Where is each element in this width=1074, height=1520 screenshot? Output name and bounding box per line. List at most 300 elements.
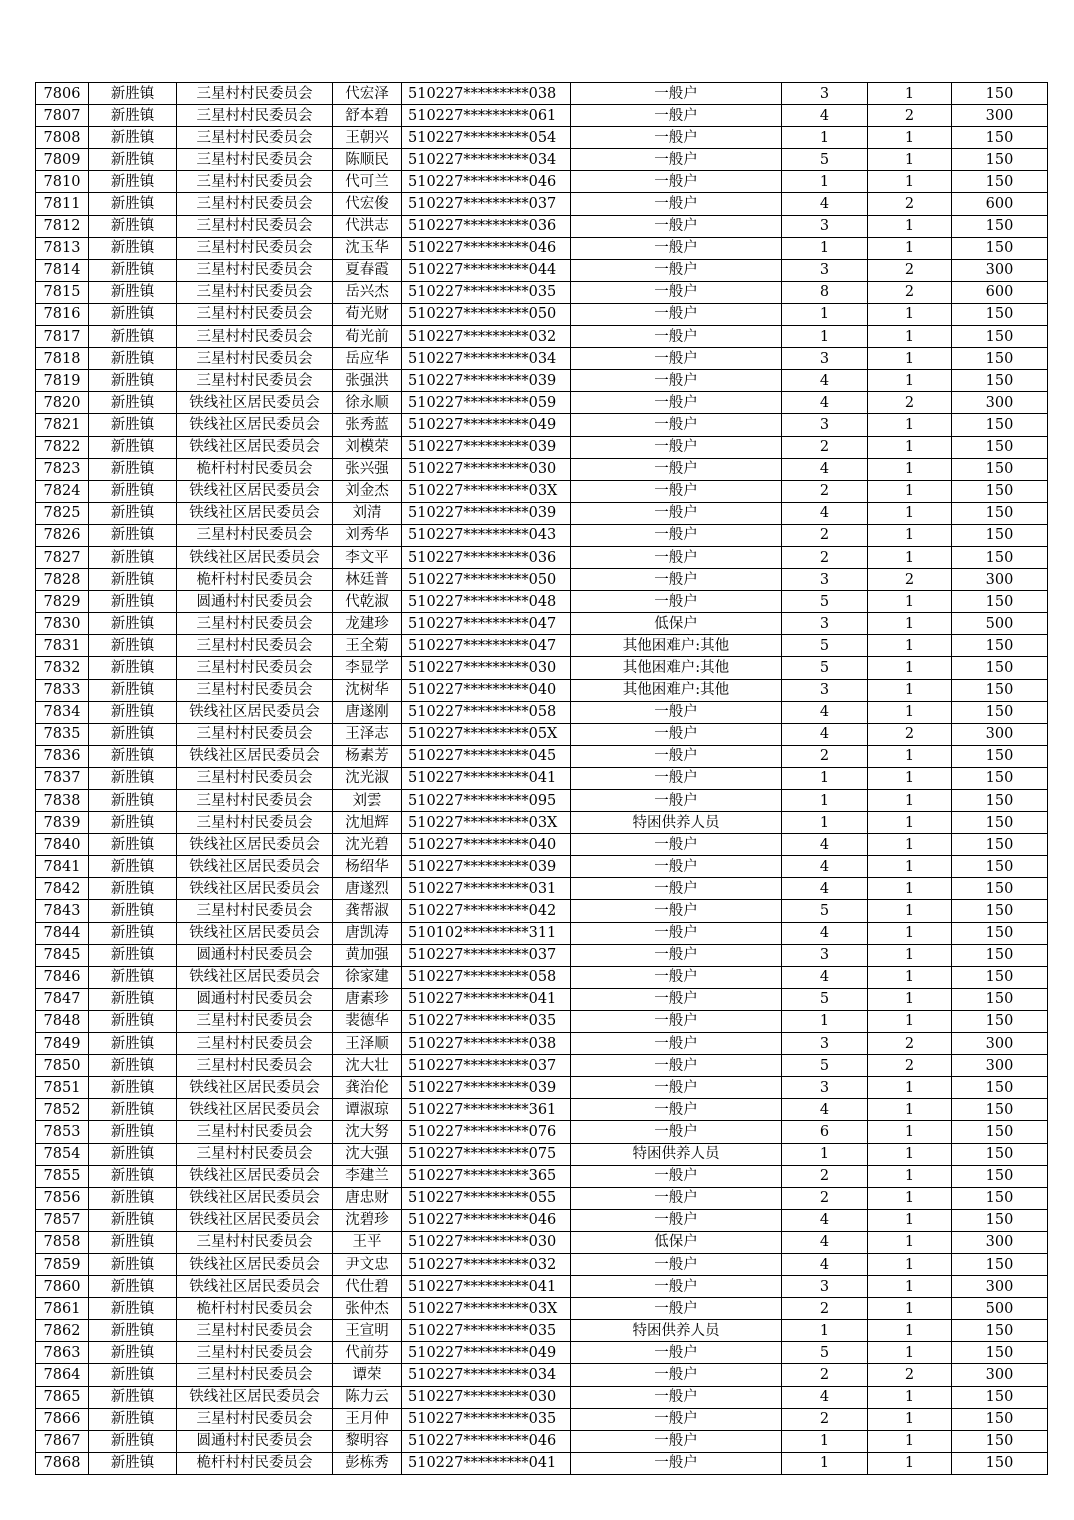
household-type-cell: 一般户 <box>571 1099 782 1121</box>
amount-cell: 150 <box>952 303 1048 325</box>
table-row <box>36 326 1048 348</box>
amount-cell: 150 <box>952 237 1048 259</box>
household-size-cell: 4 <box>782 1209 868 1231</box>
beneficiary-count-cell: 1 <box>868 502 952 524</box>
household-size-cell: 8 <box>782 281 868 303</box>
beneficiary-count-cell: 1 <box>868 1143 952 1165</box>
amount-cell: 300 <box>952 105 1048 127</box>
row-number-cell: 7848 <box>36 1010 89 1032</box>
table-row <box>36 1298 1048 1320</box>
household-type-cell: 一般户 <box>571 1386 782 1408</box>
household-size-cell: 3 <box>782 569 868 591</box>
id-number-cell: 510227*********03X <box>402 480 571 502</box>
household-type-cell: 一般户 <box>571 767 782 789</box>
row-number-cell: 7841 <box>36 856 89 878</box>
id-number-cell: 510227*********095 <box>402 790 571 812</box>
town-cell: 新胜镇 <box>89 1187 177 1209</box>
amount-cell: 150 <box>952 1320 1048 1342</box>
committee-cell: 圆通村村民委员会 <box>177 591 333 613</box>
name-cell: 林廷普 <box>333 569 402 591</box>
household-type-cell: 一般户 <box>571 392 782 414</box>
id-number-cell: 510227*********037 <box>402 193 571 215</box>
beneficiary-count-cell: 1 <box>868 966 952 988</box>
table-row <box>36 1342 1048 1364</box>
id-number-cell: 510227*********034 <box>402 149 571 171</box>
id-number-cell: 510227*********032 <box>402 326 571 348</box>
beneficiary-count-cell: 1 <box>868 745 952 767</box>
name-cell: 荀光财 <box>333 303 402 325</box>
household-type-cell: 一般户 <box>571 1209 782 1231</box>
household-size-cell: 1 <box>782 1320 868 1342</box>
id-number-cell: 510227*********030 <box>402 1386 571 1408</box>
row-number-cell: 7854 <box>36 1143 89 1165</box>
household-size-cell: 2 <box>782 524 868 546</box>
beneficiary-count-cell: 1 <box>868 679 952 701</box>
amount-cell: 300 <box>952 1364 1048 1386</box>
id-number-cell: 510227*********034 <box>402 348 571 370</box>
household-type-cell: 一般户 <box>571 237 782 259</box>
town-cell: 新胜镇 <box>89 1320 177 1342</box>
name-cell: 裴德华 <box>333 1010 402 1032</box>
name-cell: 谭淑琼 <box>333 1099 402 1121</box>
household-type-cell: 特困供养人员 <box>571 1320 782 1342</box>
household-type-cell: 一般户 <box>571 1430 782 1452</box>
amount-cell: 150 <box>952 215 1048 237</box>
name-cell: 王全菊 <box>333 635 402 657</box>
table-row <box>36 281 1048 303</box>
name-cell: 王朝兴 <box>333 127 402 149</box>
town-cell: 新胜镇 <box>89 988 177 1010</box>
household-size-cell: 1 <box>782 326 868 348</box>
row-number-cell: 7824 <box>36 480 89 502</box>
row-number-cell: 7867 <box>36 1430 89 1452</box>
beneficiary-count-cell: 1 <box>868 1165 952 1187</box>
committee-cell: 铁线社区居民委员会 <box>177 745 333 767</box>
row-number-cell: 7825 <box>36 502 89 524</box>
row-number-cell: 7842 <box>36 878 89 900</box>
name-cell: 唐遂烈 <box>333 878 402 900</box>
household-size-cell: 2 <box>782 546 868 568</box>
name-cell: 彭栋秀 <box>333 1452 402 1474</box>
name-cell: 徐家建 <box>333 966 402 988</box>
id-number-cell: 510227*********03X <box>402 1298 571 1320</box>
amount-cell: 150 <box>952 1408 1048 1430</box>
amount-cell: 150 <box>952 812 1048 834</box>
town-cell: 新胜镇 <box>89 657 177 679</box>
town-cell: 新胜镇 <box>89 569 177 591</box>
amount-cell: 150 <box>952 701 1048 723</box>
beneficiary-count-cell: 1 <box>868 414 952 436</box>
name-cell: 沈碧珍 <box>333 1209 402 1231</box>
amount-cell: 150 <box>952 370 1048 392</box>
town-cell: 新胜镇 <box>89 1099 177 1121</box>
table-row <box>36 1165 1048 1187</box>
town-cell: 新胜镇 <box>89 966 177 988</box>
amount-cell: 150 <box>952 149 1048 171</box>
id-number-cell: 510227*********040 <box>402 834 571 856</box>
amount-cell: 150 <box>952 944 1048 966</box>
committee-cell: 铁线社区居民委员会 <box>177 1077 333 1099</box>
beneficiary-count-cell: 1 <box>868 326 952 348</box>
town-cell: 新胜镇 <box>89 1408 177 1430</box>
household-type-cell: 低保户 <box>571 1231 782 1253</box>
row-number-cell: 7863 <box>36 1342 89 1364</box>
committee-cell: 三星村村民委员会 <box>177 171 333 193</box>
id-number-cell: 510227*********055 <box>402 1187 571 1209</box>
household-size-cell: 4 <box>782 193 868 215</box>
town-cell: 新胜镇 <box>89 635 177 657</box>
table-row <box>36 502 1048 524</box>
household-type-cell: 一般户 <box>571 127 782 149</box>
beneficiary-count-cell: 2 <box>868 723 952 745</box>
beneficiary-count-cell: 1 <box>868 635 952 657</box>
table-row <box>36 1010 1048 1032</box>
id-number-cell: 510227*********039 <box>402 370 571 392</box>
household-size-cell: 3 <box>782 679 868 701</box>
household-size-cell: 1 <box>782 1452 868 1474</box>
town-cell: 新胜镇 <box>89 723 177 745</box>
committee-cell: 铁线社区居民委员会 <box>177 392 333 414</box>
row-number-cell: 7840 <box>36 834 89 856</box>
row-number-cell: 7838 <box>36 790 89 812</box>
committee-cell: 三星村村民委员会 <box>177 1055 333 1077</box>
committee-cell: 三星村村民委员会 <box>177 259 333 281</box>
table-row <box>36 458 1048 480</box>
name-cell: 龚帮淑 <box>333 900 402 922</box>
name-cell: 夏春霞 <box>333 259 402 281</box>
committee-cell: 圆通村村民委员会 <box>177 1430 333 1452</box>
household-type-cell: 一般户 <box>571 1364 782 1386</box>
id-number-cell: 510227*********035 <box>402 1320 571 1342</box>
beneficiary-count-cell: 2 <box>868 105 952 127</box>
row-number-cell: 7845 <box>36 944 89 966</box>
committee-cell: 三星村村民委员会 <box>177 237 333 259</box>
table-row <box>36 966 1048 988</box>
name-cell: 龙建珍 <box>333 613 402 635</box>
id-number-cell: 510227*********365 <box>402 1165 571 1187</box>
town-cell: 新胜镇 <box>89 546 177 568</box>
town-cell: 新胜镇 <box>89 1298 177 1320</box>
amount-cell: 150 <box>952 922 1048 944</box>
id-number-cell: 510227*********039 <box>402 1077 571 1099</box>
town-cell: 新胜镇 <box>89 1231 177 1253</box>
household-type-cell: 特困供养人员 <box>571 1143 782 1165</box>
household-size-cell: 2 <box>782 1298 868 1320</box>
name-cell: 尹文忠 <box>333 1253 402 1275</box>
table-row <box>36 834 1048 856</box>
table-row <box>36 480 1048 502</box>
amount-cell: 300 <box>952 1055 1048 1077</box>
row-number-cell: 7806 <box>36 83 89 105</box>
beneficiary-count-cell: 1 <box>868 856 952 878</box>
beneficiary-count-cell: 1 <box>868 149 952 171</box>
table-row <box>36 215 1048 237</box>
household-type-cell: 一般户 <box>571 1253 782 1275</box>
name-cell: 谭荣 <box>333 1364 402 1386</box>
beneficiary-count-cell: 1 <box>868 701 952 723</box>
beneficiary-count-cell: 1 <box>868 591 952 613</box>
amount-cell: 150 <box>952 635 1048 657</box>
committee-cell: 三星村村民委员会 <box>177 812 333 834</box>
committee-cell: 铁线社区居民委员会 <box>177 414 333 436</box>
table-row <box>36 613 1048 635</box>
household-type-cell: 一般户 <box>571 701 782 723</box>
amount-cell: 600 <box>952 281 1048 303</box>
town-cell: 新胜镇 <box>89 922 177 944</box>
household-type-cell: 一般户 <box>571 215 782 237</box>
household-size-cell: 2 <box>782 1364 868 1386</box>
beneficiary-count-cell: 1 <box>868 1121 952 1143</box>
amount-cell: 150 <box>952 767 1048 789</box>
name-cell: 李建兰 <box>333 1165 402 1187</box>
household-size-cell: 5 <box>782 1055 868 1077</box>
table-row <box>36 1276 1048 1298</box>
household-size-cell: 4 <box>782 1386 868 1408</box>
id-number-cell: 510227*********047 <box>402 635 571 657</box>
household-type-cell: 一般户 <box>571 856 782 878</box>
household-size-cell: 5 <box>782 1342 868 1364</box>
committee-cell: 三星村村民委员会 <box>177 657 333 679</box>
beneficiary-count-cell: 1 <box>868 1010 952 1032</box>
household-size-cell: 2 <box>782 480 868 502</box>
household-type-cell: 一般户 <box>571 1452 782 1474</box>
row-number-cell: 7813 <box>36 237 89 259</box>
town-cell: 新胜镇 <box>89 790 177 812</box>
id-number-cell: 510227*********047 <box>402 613 571 635</box>
committee-cell: 三星村村民委员会 <box>177 723 333 745</box>
beneficiary-count-cell: 1 <box>868 1187 952 1209</box>
household-size-cell: 4 <box>782 370 868 392</box>
row-number-cell: 7809 <box>36 149 89 171</box>
name-cell: 岳应华 <box>333 348 402 370</box>
amount-cell: 150 <box>952 1010 1048 1032</box>
beneficiary-count-cell: 1 <box>868 458 952 480</box>
amount-cell: 300 <box>952 259 1048 281</box>
household-type-cell: 一般户 <box>571 303 782 325</box>
town-cell: 新胜镇 <box>89 679 177 701</box>
town-cell: 新胜镇 <box>89 591 177 613</box>
town-cell: 新胜镇 <box>89 105 177 127</box>
id-number-cell: 510227*********039 <box>402 502 571 524</box>
name-cell: 代可兰 <box>333 171 402 193</box>
household-type-cell: 一般户 <box>571 458 782 480</box>
household-size-cell: 3 <box>782 83 868 105</box>
household-size-cell: 2 <box>782 1408 868 1430</box>
row-number-cell: 7836 <box>36 745 89 767</box>
row-number-cell: 7839 <box>36 812 89 834</box>
town-cell: 新胜镇 <box>89 259 177 281</box>
name-cell: 唐凯涛 <box>333 922 402 944</box>
table-row <box>36 171 1048 193</box>
household-size-cell: 1 <box>782 1010 868 1032</box>
table-row <box>36 745 1048 767</box>
household-type-cell: 一般户 <box>571 326 782 348</box>
table-row <box>36 723 1048 745</box>
town-cell: 新胜镇 <box>89 149 177 171</box>
id-number-cell: 510227*********041 <box>402 1452 571 1474</box>
committee-cell: 三星村村民委员会 <box>177 1010 333 1032</box>
row-number-cell: 7857 <box>36 1209 89 1231</box>
town-cell: 新胜镇 <box>89 281 177 303</box>
beneficiary-count-cell: 1 <box>868 303 952 325</box>
household-type-cell: 其他困难户:其他 <box>571 657 782 679</box>
amount-cell: 300 <box>952 1231 1048 1253</box>
row-number-cell: 7812 <box>36 215 89 237</box>
household-type-cell: 一般户 <box>571 259 782 281</box>
table-row <box>36 1386 1048 1408</box>
household-size-cell: 3 <box>782 414 868 436</box>
household-size-cell: 1 <box>782 171 868 193</box>
name-cell: 王宣明 <box>333 1320 402 1342</box>
household-size-cell: 4 <box>782 856 868 878</box>
town-cell: 新胜镇 <box>89 127 177 149</box>
committee-cell: 铁线社区居民委员会 <box>177 701 333 723</box>
row-number-cell: 7862 <box>36 1320 89 1342</box>
name-cell: 沈玉华 <box>333 237 402 259</box>
household-size-cell: 1 <box>782 303 868 325</box>
id-number-cell: 510227*********037 <box>402 944 571 966</box>
committee-cell: 圆通村村民委员会 <box>177 944 333 966</box>
committee-cell: 铁线社区居民委员会 <box>177 1386 333 1408</box>
household-type-cell: 一般户 <box>571 834 782 856</box>
committee-cell: 铁线社区居民委员会 <box>177 1209 333 1231</box>
household-size-cell: 4 <box>782 105 868 127</box>
household-type-cell: 一般户 <box>571 83 782 105</box>
table-row <box>36 988 1048 1010</box>
id-number-cell: 510227*********046 <box>402 171 571 193</box>
name-cell: 沈旭辉 <box>333 812 402 834</box>
table-row <box>36 149 1048 171</box>
id-number-cell: 510227*********042 <box>402 900 571 922</box>
name-cell: 张强洪 <box>333 370 402 392</box>
household-type-cell: 一般户 <box>571 105 782 127</box>
town-cell: 新胜镇 <box>89 1165 177 1187</box>
household-size-cell: 4 <box>782 701 868 723</box>
name-cell: 沈树华 <box>333 679 402 701</box>
committee-cell: 三星村村民委员会 <box>177 1143 333 1165</box>
household-size-cell: 5 <box>782 657 868 679</box>
beneficiary-count-cell: 1 <box>868 348 952 370</box>
household-type-cell: 一般户 <box>571 524 782 546</box>
row-number-cell: 7829 <box>36 591 89 613</box>
town-cell: 新胜镇 <box>89 1209 177 1231</box>
name-cell: 代洪志 <box>333 215 402 237</box>
committee-cell: 三星村村民委员会 <box>177 326 333 348</box>
amount-cell: 150 <box>952 1121 1048 1143</box>
table-row <box>36 591 1048 613</box>
committee-cell: 圆通村村民委员会 <box>177 988 333 1010</box>
id-number-cell: 510227*********036 <box>402 546 571 568</box>
id-number-cell: 510227*********032 <box>402 1253 571 1275</box>
town-cell: 新胜镇 <box>89 458 177 480</box>
household-type-cell: 一般户 <box>571 1121 782 1143</box>
beneficiary-count-cell: 2 <box>868 1033 952 1055</box>
amount-cell: 150 <box>952 1187 1048 1209</box>
id-number-cell: 510227*********061 <box>402 105 571 127</box>
row-number-cell: 7832 <box>36 657 89 679</box>
beneficiary-count-cell: 1 <box>868 370 952 392</box>
amount-cell: 150 <box>952 657 1048 679</box>
row-number-cell: 7850 <box>36 1055 89 1077</box>
beneficiary-count-cell: 2 <box>868 281 952 303</box>
relief-roster-table <box>35 82 1048 1475</box>
name-cell: 代前芬 <box>333 1342 402 1364</box>
amount-cell: 150 <box>952 878 1048 900</box>
household-size-cell: 5 <box>782 149 868 171</box>
table-row <box>36 436 1048 458</box>
amount-cell: 150 <box>952 127 1048 149</box>
household-size-cell: 1 <box>782 1143 868 1165</box>
household-type-cell: 一般户 <box>571 922 782 944</box>
amount-cell: 150 <box>952 1253 1048 1275</box>
row-number-cell: 7865 <box>36 1386 89 1408</box>
amount-cell: 150 <box>952 834 1048 856</box>
committee-cell: 三星村村民委员会 <box>177 1033 333 1055</box>
beneficiary-count-cell: 1 <box>868 900 952 922</box>
household-size-cell: 3 <box>782 613 868 635</box>
committee-cell: 三星村村民委员会 <box>177 1408 333 1430</box>
table-row <box>36 1452 1048 1474</box>
id-number-cell: 510227*********041 <box>402 1276 571 1298</box>
household-type-cell: 一般户 <box>571 436 782 458</box>
id-number-cell: 510227*********040 <box>402 679 571 701</box>
household-size-cell: 6 <box>782 1121 868 1143</box>
beneficiary-count-cell: 2 <box>868 193 952 215</box>
row-number-cell: 7831 <box>36 635 89 657</box>
amount-cell: 150 <box>952 1430 1048 1452</box>
committee-cell: 三星村村民委员会 <box>177 83 333 105</box>
town-cell: 新胜镇 <box>89 171 177 193</box>
town-cell: 新胜镇 <box>89 83 177 105</box>
committee-cell: 铁线社区居民委员会 <box>177 502 333 524</box>
id-number-cell: 510227*********044 <box>402 259 571 281</box>
table-row <box>36 1055 1048 1077</box>
row-number-cell: 7818 <box>36 348 89 370</box>
town-cell: 新胜镇 <box>89 524 177 546</box>
amount-cell: 150 <box>952 480 1048 502</box>
table-row <box>36 569 1048 591</box>
id-number-cell: 510227*********030 <box>402 657 571 679</box>
household-type-cell: 一般户 <box>571 414 782 436</box>
name-cell: 唐遂刚 <box>333 701 402 723</box>
amount-cell: 150 <box>952 790 1048 812</box>
table-row <box>36 83 1048 105</box>
town-cell: 新胜镇 <box>89 878 177 900</box>
amount-cell: 150 <box>952 1342 1048 1364</box>
id-number-cell: 510227*********046 <box>402 237 571 259</box>
id-number-cell: 510227*********035 <box>402 281 571 303</box>
beneficiary-count-cell: 1 <box>868 767 952 789</box>
row-number-cell: 7835 <box>36 723 89 745</box>
beneficiary-count-cell: 1 <box>868 215 952 237</box>
beneficiary-count-cell: 1 <box>868 922 952 944</box>
id-number-cell: 510227*********035 <box>402 1408 571 1430</box>
committee-cell: 三星村村民委员会 <box>177 1342 333 1364</box>
name-cell: 黄加强 <box>333 944 402 966</box>
id-number-cell: 510227*********038 <box>402 83 571 105</box>
name-cell: 舒本碧 <box>333 105 402 127</box>
id-number-cell: 510227*********049 <box>402 414 571 436</box>
id-number-cell: 510227*********076 <box>402 1121 571 1143</box>
name-cell: 张秀蓝 <box>333 414 402 436</box>
name-cell: 王平 <box>333 1231 402 1253</box>
beneficiary-count-cell: 1 <box>868 988 952 1010</box>
household-type-cell: 一般户 <box>571 790 782 812</box>
amount-cell: 150 <box>952 436 1048 458</box>
amount-cell: 150 <box>952 1143 1048 1165</box>
town-cell: 新胜镇 <box>89 701 177 723</box>
household-type-cell: 其他困难户:其他 <box>571 679 782 701</box>
